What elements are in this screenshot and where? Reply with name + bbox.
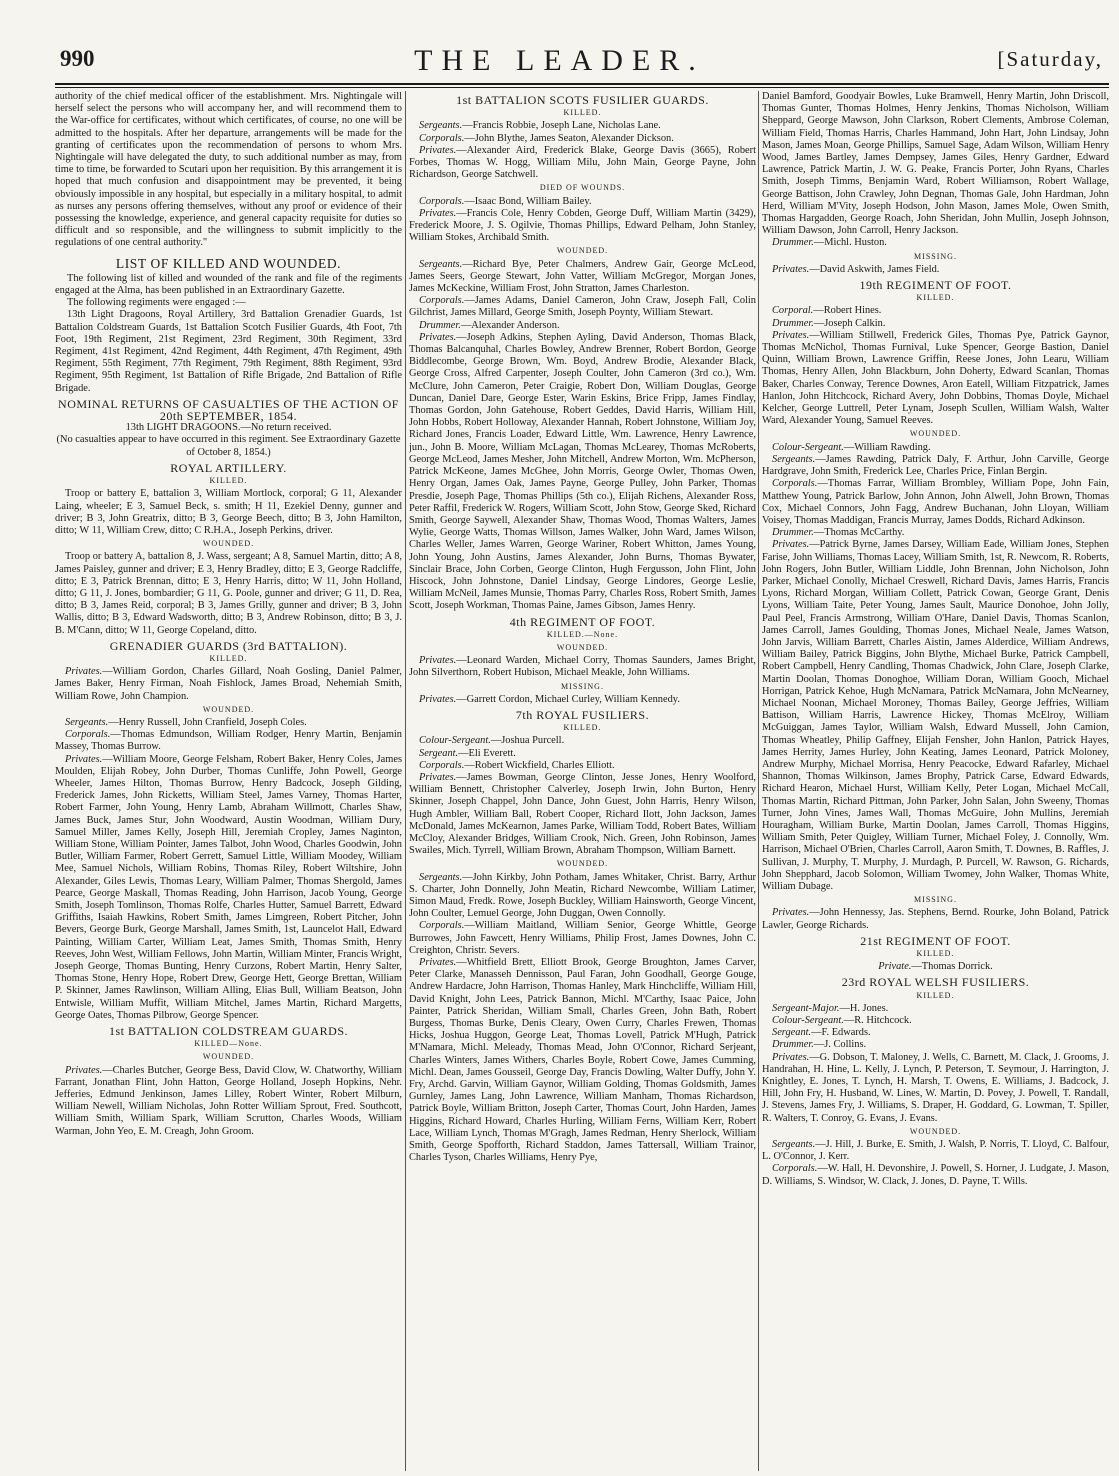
name-list: —Joseph Adkins, Stephen Ayling, David Anderson, Thomas Black, Thomas Balcanquhal, Charles Bowley, Andrew Brenner, Robert Bordon, George Biddlecombe, George Brown, Wm. Boyd, Andrew Brodie, Alexander Black, George Cross, Alfred Carpenter, Joseph Coulter, John Cameron (3rd co.), Wm. McClure, John Cameron, Peter Craigie, Robert Don, William Douglas, George Duncan, Daniel Dare, George Ester, Warin Eskins, Brice Fripp, James Findlay, Thomas Gordon, John Gatehouse, Robert Geddes, David Harris, William Hill, John Hobbs, Robert Holloway, Alexander Hannah, Robert Johnstone, William Joy, Richard Jones, Francis Loader, Edward Little, Wm. Lawrence, Henry Lawrence, jun., John B. Moore, William McLagan, Thomas McLearey, Thomas McRoberts, George McLeod, James Mesher, John Mitchell, Andrew Morton, Wm. McPherson, Patrick McKeone, James McGhee, John Morris, George Owler, Thomas Owen, Henry Organ, James Oak, James Payne, George Pulley, John Parker, Thomas Presdie, Joseph Page, Thomas Phillips (5th co.), Elijah Richens, Alexander Ross, Peter Raffil, Frederick W. Rogers, William Scott, John Stow, George Sked, Richard Smith, George Saywell, Alexander Shaw, Thomas Wood, Thomas Walters, James Wylie, George Watts, Thomas Willson, James Walker, John Ward, James Wilson, Charles Weller, James Warren, George Wariner, Robert Whitton, James Young, John Young, John Austins, James Alexander, John Burns, Thomas Bywater, Sinclair Brace, John Corben, George Clinton, Hugh Fergusson, John Flint, John Hiscock, John Johnstone, Daniel Lindsay, George Lindores, George Leslie, William McNeil, James Munsie, Thomas Parry, Charles Ross, Robert Smith, James Scott, Joseph Workman, Thomas Paine, James Gibson, James Henry.	[409, 331, 756, 612]
killed-label: KILLED.	[916, 949, 955, 959]
scots-killed-privates	[409, 145, 756, 182]
column-divider	[405, 91, 406, 1471]
name-list: —R. Hitchcock.	[843, 1015, 912, 1027]
scots-killed-corporals	[409, 133, 756, 145]
seventh-fusiliers-heading: 7th ROYAL FUSILIERS.	[515, 707, 650, 722]
grenadier-wounded-corporals	[55, 729, 402, 753]
rank-label: Privates.	[419, 207, 457, 219]
scots-wounded-corporals	[409, 295, 756, 319]
nineteenth-killed-privates	[762, 330, 1109, 428]
list-heading: LIST OF KILLED AND WOUNDED.	[115, 255, 342, 271]
name-list: —William Stillwell, Frederick Giles, Thomas Pye, Patrick Gaynor, Thomas McNichol, Thomas Furnival, Luke Spencer, George Bastion, Daniel Quinn, William Brown, Lawrence Griffin, Reese Jones, John Learu, William Thomas, Henry Allen, John Blackburn, John Doherty, Edward Scanlan, Thomas Baker, Charles Conway, Terence Downes, Aron Eatell, William Fitzpatrick, James Hanlon, John Hitchcock, Richard Avery, John Dobbins, Thomas Doyle, Michael Kelcher, George Luttrell, Peter Lynam, Joseph Scullen, William Walsh, Walter Ward, Alexander Young, Samuel Reeves.	[762, 329, 1109, 427]
rank-label: Privates.	[772, 539, 810, 551]
name-list: —James Rawding, Patrick Daly, F. Arthur, John Carville, George Hardgrave, John Smith, Frederick Lee, Charles Price, Finlan Bergin.	[762, 453, 1109, 478]
rank-label: Sergeants.	[772, 453, 816, 465]
rank-label: Privates.	[772, 1051, 810, 1063]
nineteenth-wounded-privates	[762, 539, 1109, 893]
name-list: —William Maitland, William Senior, George Whittle, George Burrowes, John Fawcett, Henry Williams, Philip Frost, James Downes, John C. Creighton, Christr. Severs.	[409, 920, 756, 956]
missing-label: MISSING.	[561, 681, 604, 691]
rank-label: Corporals.	[772, 1163, 818, 1175]
twentythird-wounded-corporals	[762, 1163, 1109, 1187]
scots-killed-sergeants	[409, 120, 756, 132]
light-dragoons-entry: 13th LIGHT DRAGOONS.—No return received.	[125, 422, 332, 434]
name-list: —Thomas Edmundson, William Rodger, Henry Martin, Benjamin Massey, Thomas Burrow.	[55, 729, 402, 753]
rank-label: Corporal.	[772, 305, 814, 317]
name-list: —H. Jones.	[839, 1002, 889, 1014]
fourth-regiment-heading: 4th REGIMENT OF FOOT.	[509, 614, 656, 629]
name-list: —G. Dobson, T. Maloney, J. Wells, C. Barnett, M. Clack, J. Grooms, J. Handrahan, H. Hine, L. Kelly, J. Lynch, P. Peterson, T. Seymour, J. Harrington, J. Knightley, E. Jones, T. Lynch, H. Marsh, T. Owens, E. Williams, J. Badcock, J. Hill, John Fry, H. Husband, W. Lines, W. Martin, D. Povey, J. Powell, T. Randall, J. Stevens, James Fry, J. Williams, S. Draper, H. Goddard, G. Lowman, T. Spiller, R. Walters, T. Conroy, G. Evans, J. Evans.	[762, 1051, 1109, 1124]
rank-label: Privates.	[419, 144, 457, 156]
name-list: —Robert Hines.	[813, 305, 882, 317]
wounded-label: WOUNDED.	[556, 246, 609, 256]
regiments-intro: The following regiments were engaged :—	[67, 297, 246, 309]
rank-label: Privates.	[419, 655, 457, 667]
rank-label: Colour-Sergeant.	[419, 735, 491, 747]
nineteenth-wounded-colour-sergeant	[762, 442, 1109, 454]
seventh-wounded-privates	[409, 957, 756, 1164]
killed-none-label: KILLED.—None.	[546, 629, 619, 639]
nominal-returns-heading: NOMINAL RETURNS OF CASUALTIES OF THE ACTION OF 20th SEPTEMBER, 1854.	[58, 396, 399, 424]
rank-label: Sergeants.	[65, 716, 109, 728]
scots-wounded-sergeants	[409, 259, 756, 296]
twentythird-killed-sergeant-major	[762, 1003, 1109, 1015]
name-list: —John Blythe, James Seaton, Alexander Dickson.	[464, 132, 674, 144]
scots-wounded-drummer	[409, 320, 756, 332]
page-number: 990	[60, 46, 95, 71]
rank-label: Sergeants.	[772, 1139, 816, 1151]
seventh-wounded-corporals	[409, 920, 756, 957]
killed-label: KILLED.	[209, 476, 248, 486]
rank-label: Colour-Sergeant.	[772, 441, 844, 453]
twentythird-killed-privates	[762, 1052, 1109, 1125]
grenadier-guards-heading: GRENADIER GUARDS (3rd BATTALION).	[109, 638, 348, 653]
scots-died-privates	[409, 208, 756, 245]
rank-label: Privates.	[65, 753, 103, 765]
seventh-wounded-drummer	[762, 237, 1109, 249]
nineteenth-wounded-corporals	[762, 478, 1109, 527]
fourth-missing-privates	[409, 694, 756, 706]
name-list: —Michl. Huston.	[813, 237, 887, 249]
rank-label: Drummer.	[772, 527, 814, 539]
name-list: —Whitfield Brett, Elliott Brook, George Broughton, James Carver, Peter Clarke, Manasseh Dennisson, Paul Faran, John Goodhall, George Gouge, Andrew Hardacre, John Harrison, Thomas Hanley, Mark Hinchcliffe, William Hill, David Knight, John Lees, Patrick Bannon, Michl. M'Carthy, Isaac Paice, John Painter, Patrick Sheridan, William Small, Charles Green, John Bath, Robert Burgess, Thomas Burke, Denis Cleary, Owen Curry, Charles Frewen, Thomas Hicks, Joshua Huggon, George Leat, Thomas Lovell, Patrick M'Hugh, Patrick M'Namara, Michl. Meleady, Thomas Mead, John O'Connor, Richard Serjeant, Charles Winters, James Withers, Charles Boyle, Robert Cowe, James Cumming, Michl. Dean, James Gousseil, George Day, Francis Dowling, Walter Duffy, John Y. Fry, Archd. Garvin, William Gaynor, William Golding, Thomas Goldsmith, James Gurnley, James Lang, John Lawrence, William Manham, Thomas Richardson, Patrick Boyle, William Britton, Joseph Carter, Thomas Court, John Harden, James Higgins, Richard Howard, Charles Hurling, William Ferns, William Kerr, Robert Lace, William Lynch, Thomas M'Gragh, James Redman, Henry Sherlock, William Smith, George Spofforth, Richard Staddon, James Tattersall, William Trainor, Charles Tyson, Charles Williams, Henry Pye,	[409, 957, 756, 1164]
rank-label: Privates.	[65, 666, 103, 678]
rank-label: Drummer.	[772, 1039, 814, 1051]
twentythird-fusiliers-heading: 23rd ROYAL WELSH FUSILIERS.	[841, 975, 1030, 990]
rank-label: Corporals.	[772, 478, 818, 490]
rank-label: Drummer.	[419, 319, 461, 331]
seventh-killed-corporals	[409, 760, 756, 772]
rank-label: Privates.	[419, 771, 457, 783]
column-divider	[758, 91, 759, 1471]
name-list: —Robert Wickfield, Charles Elliott.	[464, 759, 615, 771]
nineteenth-missing-privates	[762, 907, 1109, 931]
rank-label: Corporals.	[419, 132, 465, 144]
masthead	[0, 0, 1119, 80]
name-list: —J. Hill, J. Burke, E. Smith, J. Walsh, P. Norris, T. Lloyd, C. Balfour, L. O'Connor, J. Kerr.	[762, 1139, 1109, 1163]
rank-label: Sergeants.	[419, 871, 463, 883]
nightingale-paragraph: authority of the chief medical officer of the establishment. Mrs. Nightingale will herself select the persons who will accompany her, and will recommend them to the War-office for certificates, without which certificates, of course, no one will be admitted to the hospitals. After her departure, arrangements will be made for the granting of certificates upon the recommendation of persons to whom Mrs. Nightingale will have delegated the duty, to such additional number as may, from time to time, be forwarded to Scutari upon her requisition. By this arrangement it is hoped that much confusion and disappointment may be prevented, it being obviously impossible in any hospital, but especially in a military hospital, to admit as nurses any persons offering themselves, without any proof or evidence of their possessing the knowledge, experience, and general capacity requisite for duties so difficult and so responsible, and the willingness to submit implicitly to the regulations of one central authority."	[55, 91, 402, 249]
rank-label: Corporals.	[419, 759, 465, 771]
name-list: —James Adams, Daniel Cameron, John Craw, Joseph Fall, Colin Gilchrist, James Millard, George Smith, Joseph Poynty, William Stewart.	[409, 295, 756, 319]
rank-label: Sergeant.	[419, 747, 459, 759]
rank-label: Privates.	[772, 329, 810, 341]
nineteenth-wounded-drummer	[762, 527, 1109, 539]
name-list: —Alexander Anderson.	[460, 319, 560, 331]
name-list: —William Rawding.	[843, 441, 931, 453]
seventh-killed-colour-sergeant	[409, 735, 756, 747]
rank-label: Sergeants.	[419, 120, 463, 132]
missing-label: MISSING.	[914, 251, 957, 261]
name-list: —David Askwith, James Field.	[809, 263, 940, 275]
twentythird-wounded-sergeants	[762, 1139, 1109, 1163]
nineteenth-wounded-sergeants	[762, 454, 1109, 478]
name-list: —John Hennessy, Jas. Stephens, Bernd. Rourke, John Boland, Patrick Lawler, George Richards.	[762, 907, 1109, 931]
rank-label: Drummer.	[772, 317, 814, 329]
name-list: —Henry Russell, John Cranfield, Joseph Coles.	[108, 716, 307, 728]
name-list: —Alexander Aird, Frederick Blake, George Davis (3665), Robert Forbes, Thomas W. Hogg, William Milu, John Main, George Payne, John Richardson, George Satchwell.	[409, 144, 756, 181]
wounded-label: WOUNDED.	[909, 429, 962, 439]
seventh-wounded-continued: Daniel Bamford, Goodyair Bowles, Luke Bramwell, Henry Martin, John Driscoll, Thomas Gunter, Thomas Holmes, Henry Jenkins, Thomas Nicholson, William Sheppard, George Mawson, John Clarkson, Robert Clements, Ambrose Coleman, William Field, Thomas Harris, Charles Hammand, John Hart, John Lindsay, John Mason, James Moan, George Phillips, Samuel Sage, Adam Wilson, William Henry Wood, James Bartley, James Dempsey, James Giles, Henry Gardner, Edward Lawrence, Patrick Martin, J. W. G. Peake, Francis Porter, John Ryans, Charles Smith, Joseph Timms, Benjamin Ward, Robert Williamson, Robert Wallage, George Battison, John Crawley, John Degnan, Thomas Gale, John Hardman, John Herd, William M'Vity, Joseph Hodson, John Mason, James Mole, Owen Smith, Thomas Hargadden, George Roach, John Sheridan, John Mullin, Joseph Johnson, William Dawson, John Carroll, Henry Jackson.	[762, 91, 1109, 237]
name-list: —Thomas McCarthy.	[813, 527, 905, 539]
coldstream-wounded-privates	[55, 1065, 402, 1138]
name-list: —Francis Robbie, Joseph Lane, Nicholas Lane.	[462, 120, 661, 132]
name-list: —Charles Butcher, George Bess, David Clow, W. Chatworthy, William Farrant, Jonathan Flint, John Hatton, George Holland, Joseph Hopkins, Nehr. Jefferies, Edmund Jenkinson, James Lilley, Robert Winter, Robert Milburn, William Newell, William Nicholas, John Rotter William Sprout, Fred. Southcott, William Smith, William Spark, William Scrutton, Charles Woods, William Warman, John Yeo, E. M. Creagh, John Groom.	[55, 1064, 402, 1137]
light-dragoons-note: (No casualties appear to have occurred in this regiment. See Extraordinary Gazette of October 8, 1854.)	[56, 434, 401, 458]
killed-label: KILLED.	[916, 293, 955, 303]
issue-day: [Saturday,	[997, 47, 1103, 71]
rank-label: Privates.	[772, 263, 810, 275]
seventh-killed-sergeant	[409, 748, 756, 760]
seventh-wounded-sergeants	[409, 872, 756, 921]
royal-artillery-heading: ROYAL ARTILLERY.	[170, 460, 287, 475]
wounded-label: WOUNDED.	[202, 704, 255, 714]
rank-label: Corporals.	[419, 295, 465, 307]
name-list: —Leonard Warden, Michael Corry, Thomas Saunders, James Bright, John Silverthorn, Robert Hubison, Michael Meakle, John Williams.	[409, 655, 756, 679]
name-list: —Eli Everett.	[458, 747, 516, 759]
column-2	[409, 91, 756, 1471]
killed-label: KILLED.	[563, 108, 602, 118]
grenadier-killed-privates	[55, 666, 402, 703]
header-rule-thin	[55, 87, 1109, 88]
rank-label: Privates.	[419, 957, 457, 969]
rank-label: Private.	[878, 961, 912, 973]
scots-died-corporals	[409, 196, 756, 208]
rank-label: Corporals.	[419, 195, 465, 207]
nineteenth-killed-corporal	[762, 305, 1109, 317]
missing-label: MISSING.	[914, 895, 957, 905]
text-columns	[55, 91, 1109, 1471]
nineteenth-regiment-heading: 19th REGIMENT OF FOOT.	[859, 278, 1012, 293]
name-list: —John Kirkby, John Potham, James Whitaker, Christ. Barry, Arthur S. Charter, John Donnelly, John Meatin, Richard Newcombe, William Latimer, Simon Maud, Fredk. Rowe, Joseph Buckley, William Hainsworth, George Vincent, John Coulter, Lemuel George, John Duggan, Owen Connolly.	[409, 871, 756, 920]
header-rule	[55, 83, 1109, 85]
name-list: —Joshua Purcell.	[490, 735, 565, 747]
scots-fusilier-heading: 1st BATTALION SCOTS FUSILIER GUARDS.	[456, 93, 709, 107]
seventh-missing-privates	[762, 264, 1109, 276]
name-list: —Francis Cole, Henry Cobden, George Duff, William Martin (3429), Frederick Moore, J. S. Ogilvie, Thomas Phillips, Edward Pelham, John Stanley, William Stokes, Archibald Smith.	[409, 207, 756, 244]
died-of-wounds-label: DIED OF WOUNDS.	[539, 183, 626, 193]
twentyfirst-regiment-heading: 21st REGIMENT OF FOOT.	[860, 933, 1011, 948]
seventh-killed-privates	[409, 772, 756, 857]
wounded-label: WOUNDED.	[202, 539, 255, 549]
rank-label: Drummer.	[772, 237, 814, 249]
name-list: —Isaac Bond, William Bailey.	[464, 195, 592, 207]
name-list: —William Gordon, Charles Gillard, Noah Gosling, Daniel Palmer, James Baker, Henry Firman, Noah Fishlock, James Broad, Nehemiah Smith, William Rowe, John Champion.	[55, 666, 402, 702]
artillery-wounded: Troop or battery A, battalion 8, J. Wass, sergeant; A 8, Samuel Martin, ditto; A 8, James Paisley, gunner and driver; E 3, Henry Bradley, ditto; E 3, George Radcliffe, ditto; E 3, Patrick Brennan, ditto; E 3, Henry Harris, ditto; W 11, John Holland, ditto; G 11, J. Jones, bombardier; G 11, G. Poole, gunner and driver; G 11, D. Rea, ditto; B 3, James Reid, corporal; B 3, James Grilly, gunner and driver; B 3, John Wallis, ditto; B 3, Edward Wadsworth, ditto; B 3, Andrew Robinson, ditto; B 3, J. B. M'Cann, ditto; W 11, George Copeland, ditto.	[55, 551, 402, 636]
regiments-list: 13th Light Dragoons, Royal Artillery, 3rd Battalion Grenadier Guards, 1st Battalion Coldstream Guards, 1st Battalion Scotch Fusilier Guards, 4th Foot, 7th Foot, 19th Regiment, 21st Regiment, 23rd Regiment, 30th Regiment, 33rd Regiment, 41st Regiment, 42nd Regiment, 44th Regiment, 47th Regiment, 49th Regiment, 55th Regiment, 77th Regiment, 79th Regiment, 88th Regiment, 93rd Regiment, 95th Regiment, 1st Battalion of Rifle Brigade, 2nd Battalion of Rifle Brigade.	[55, 309, 402, 394]
rank-label: Privates.	[419, 331, 457, 343]
name-list: —F. Edwards.	[811, 1027, 871, 1039]
rank-label: Sergeants.	[419, 258, 463, 270]
grenadier-wounded-sergeants	[55, 717, 402, 729]
grenadier-wounded-privates	[55, 754, 402, 1022]
name-list: —J. Collins.	[813, 1039, 867, 1051]
killed-label: KILLED.	[563, 723, 602, 733]
twentythird-killed-sergeant	[762, 1027, 1109, 1039]
rank-label: Corporals.	[65, 729, 111, 741]
name-list: —Thomas Dorrick.	[911, 961, 993, 973]
rank-label: Privates.	[419, 693, 457, 705]
name-list: —Patrick Byrne, James Darsey, William Eade, William Jones, Stephen Farise, John Williams, Thomas Lacey, William Smith, 1st, R. Newcom, R. Roberts, John Rogers, John Butler, William Liddle, John Brennan, John Nicholson, John Parker, Michael Conolly, Michael Creswell, Richard Davis, James Harris, Francis Lyons, Richard Morgan, William Collett, Patrick Cowan, George Grant, Denis Lyons, William Taite, Peter Young, James Sault, Maurice Donohoe, John Jolly, Paul Peel, Francis Armstrong, William O'Hare, Daniel Davis, Thomas Scanlon, James Carroll, James Goulding, Thomas Jones, Michael Neale, James Watson, John Jarvis, William Barrett, Charles Aistin, James Alderdice, William Andrews, William Bailey, Patrick Biggins, John Blythe, Michael Burke, Patrick Campbell, Robert Campbell, Henry Candling, Thomas Chadwick, John Clare, Joseph Clarke, Martin Doolan, Thomas Donoghoe, William Doran, William Gooch, Michael Horrigan, Patrick Kehoe, Hugh McNamara, Patrick McNamara, John McNearney, Michael Noonan, Michael Moroney, Thomas Bailey, George Jeffries, William Battison, William Harris, Lawrence Hickey, Thomas McElroy, William McGuiggan, James Taylor, William Walsh, Edward Mussell, John Camion, Thomas Wheatley, Philip Gaffney, Elijah Fensher, John Hanlon, Patrick Hayes, James Herrity, James Hurley, John Keating, James Leonard, Patrick Moloney, Andrew Murphy, Michael Morrisa, Henry Peacocke, Edward Rafarley, Michael Shannon, Thomas Wilkinson, James Brophy, Patrick Carse, Edward Edwards, Richard Hearon, Michael Hurst, William Kelly, Peter Logan, Michael McCall, Thomas Martin, Richard Pittman, John Parker, John Salan, John Sweeny, Thomas Turner, John Vines, James Wall, Thomas McGuire, John Mullins, Jeremiah Houragham, William Burke, Martin Doolan, James Carroll, Thomas Higgins, William Smith, Peter Quigley, William Turner, Michael Foley, J. Connolly, Wm. Harrison, Michael O'Brien, Charles Carroll, Aaron Smith, T. Downes, B. Raffles, J. Sullivan, J. Murphy, T. Murphy, J. Murdagh, P. Purcell, W. Rawson, G. Richards, John Shepphard, Jacob Solomon, William Twomey, John Walker, Thomas White, William Dubage.	[762, 539, 1109, 892]
list-intro: The following list of killed and wounded of the rank and file of the regiments engaged at the Alma, has been published in an Extraordinary Gazette.	[55, 272, 402, 297]
wounded-label: WOUNDED.	[909, 1126, 962, 1136]
killed-label: KILLED.	[209, 653, 248, 663]
rank-label: Privates.	[65, 1064, 103, 1076]
column-3	[762, 91, 1109, 1471]
name-list: —Thomas Farrar, William Brombley, William Pope, John Fain, Matthew Young, Patrick Barlow, John Annon, John Alwell, John Brown, Thomas Cox, Michael Connors, John Fagg, Andrew Buchanan, John Lloyan, William Voisey, Thomas Maddigan, Francis Murray, James Dodds, Richard Adkinson.	[762, 478, 1109, 526]
fourth-wounded-privates	[409, 655, 756, 679]
killed-label: KILLED.	[916, 990, 955, 1000]
rank-label: Sergeant-Major.	[772, 1002, 840, 1014]
column-1	[55, 91, 402, 1471]
name-list: —W. Hall, H. Devonshire, J. Powell, S. Horner, J. Ludgate, J. Mason, D. Williams, S. Windsor, W. Clack, J. Jones, D. Payne, T. Wills.	[762, 1163, 1109, 1187]
rank-label: Corporals.	[419, 920, 465, 932]
twentythird-killed-drummer	[762, 1039, 1109, 1051]
killed-none-label: KILLED—None.	[194, 1039, 263, 1049]
twentythird-killed-colour-sergeant	[762, 1015, 1109, 1027]
wounded-label: WOUNDED.	[556, 642, 609, 652]
name-list: —Richard Bye, Peter Chalmers, Andrew Gair, George McLeod, James Seers, George Stewart, John Vatter, William McGregor, Morgan Jones, James McKeckine, William Frost, John Stratton, James Charleston.	[409, 258, 756, 295]
rank-label: Privates.	[772, 907, 810, 919]
name-list: —Joseph Calkin.	[813, 317, 886, 329]
wounded-label: WOUNDED.	[556, 859, 609, 869]
artillery-killed: Troop or battery E, battalion 3, William Mortlock, corporal; G 11, Alexander Laing, wheeler; E 3, Samuel Beck, s. smith; H 11, Ezekiel Denny, gunner and driver; B 3, John Greatrix, ditto; B 3, George Beech, ditto; B 3, John Hamilton, ditto; W 11, William Crew, ditto; C R.H.A., Joseph Perkins, driver.	[55, 488, 402, 536]
newspaper-title: THE LEADER.	[414, 44, 705, 77]
name-list: —William Moore, George Felsham, Robert Baker, Henry Coles, James Moulden, Elijah Robey, John Durber, Thomas Cunliffe, John Powell, George Wheeler, James Hilton, Thomas Burrow, Henry Badcock, Joseph Gilding, Frederick James, John Ricketts, William Steel, James Varney, Thomas Harter, Robert Farmer, John Young, Henry Lamb, Abraham Willmott, Charles Shaw, James Buck, James Stur, John Woodward, Austin Woodman, William Dury, Samuel Miller, James Kelly, Joseph Hill, Jeremiah Cropley, James Naginton, William Stone, William Pointer, James Talbot, John Wood, Charles Goodwin, John Butler, William Farmer, Robert Gerrett, Samuel Little, William Moodey, William Mee, Samuel Nichols, William Robins, Thomas Riley, Robert Wiltshire, John Alexander, Giles Lewis, Thomas Leary, William Palmer, Thomas Shergold, James Pearce, George Maskall, Thomas Reading, John Harrison, Jacob Young, George Smith, Joseph Tomlinson, Thomas Rolfe, Charles Hutter, Samuel Barrett, Edward Griffiths, Isaiah Hawkins, Robert Smith, James Limgreen, Robert Pitcher, John Bevers, George Burk, George Marshall, James Smith, 1st, Launcelot Hall, Edward Painting, William Carter, William Leat, James Smith, Thomas Smith, Henry Reeves, John West, William Fellows, John Martin, William Minter, Francis Wright, Joseph George, Thomas Bunting, Henry Curzons, Robert Martin, Henry Salter, Thomas Stone, Henry Hope, Robert Drew, George Hett, George Brettan, William P. Skinner, James Rawlinson, William Alling, Elias Bull, William Beatson, John Entwisle, William Muffit, William Mitchel, James Martin, Richard Margetts, George Oates, Thomas Pilbrow, George Spencer.	[55, 753, 402, 1021]
name-list: —Garrett Cordon, Michael Curley, William Kennedy.	[456, 693, 680, 705]
name-list: —James Bowman, George Clinton, Jesse Jones, Henry Woolford, William Bennett, Christopher Calverley, Joseph Irwin, John Burton, Henry Skinner, Joseph Chappel, John Dance, John Guest, John Harris, Henry Wilson, Hugh Ambler, William Ball, Robert Cooper, Richard Ilott, John Jackson, James McDonald, James McKearnon, James Parke, William Todd, Robert Bates, William McCloy, Alexander Bridges, William Crook, Nich. Green, John Robinson, James Swailes, Mich. Tyrrell, William Brown, Abraham Thompson, William Barnett.	[409, 771, 756, 857]
rank-label: Colour-Sergeant.	[772, 1015, 844, 1027]
nineteenth-killed-drummer	[762, 318, 1109, 330]
scots-wounded-privates	[409, 332, 756, 613]
coldstream-guards-heading: 1st BATTALION COLDSTREAM GUARDS.	[108, 1024, 349, 1039]
twentyfirst-killed-private	[762, 961, 1109, 973]
rank-label: Sergeant.	[772, 1027, 812, 1039]
wounded-label: WOUNDED.	[202, 1052, 255, 1062]
